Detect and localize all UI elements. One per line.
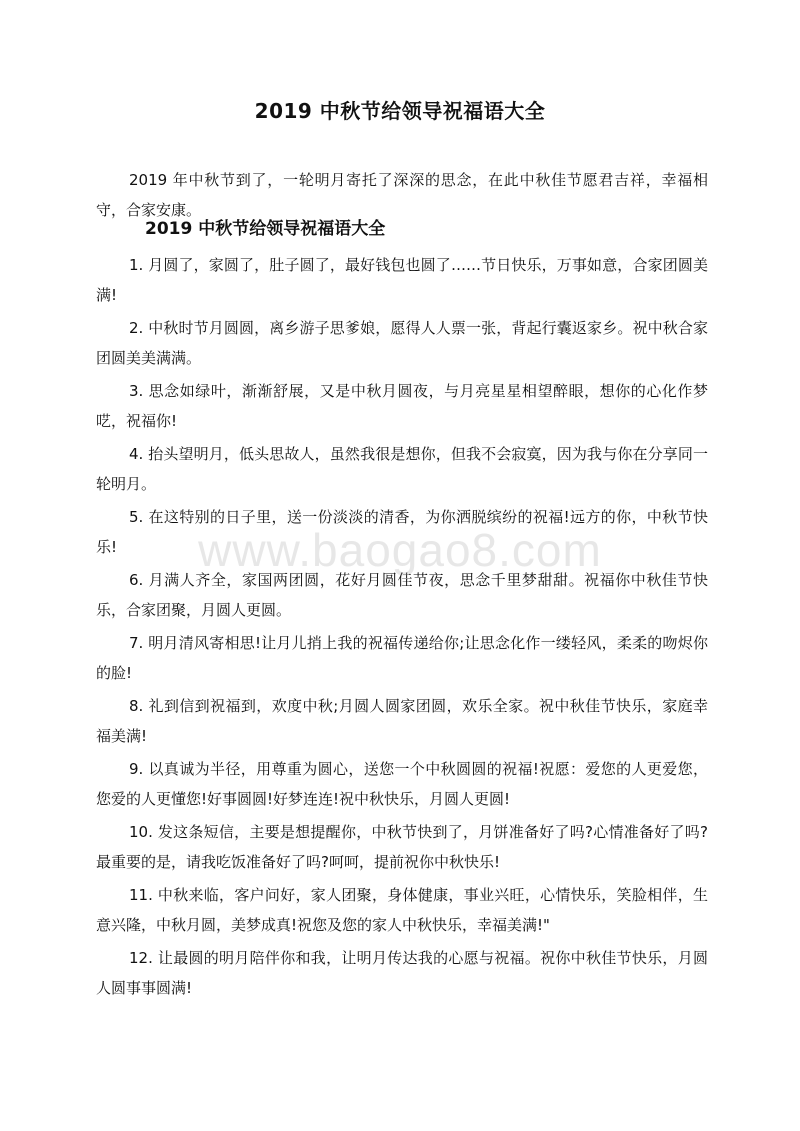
list-item: 11. 中秋来临，客户问好，家人团聚，身体健康，事业兴旺，心情快乐，笑脸相伴，生意兴隆，中秋月圆，美梦成真!祝您及您的家人中秋快乐，幸福美满!"	[96, 886, 708, 934]
intro-paragraph: 2019 年中秋节到了，一轮明月寄托了深深的思念，在此中秋佳节愿君吉祥，幸福相守，合家安康。	[96, 171, 708, 219]
list-item: 8. 礼到信到祝福到，欢度中秋;月圆人圆家团圆，欢乐全家。祝中秋佳节快乐，家庭幸福美满!	[96, 697, 708, 745]
list-item: 4. 抬头望明月，低头思故人，虽然我很是想你，但我不会寂寞，因为我与你在分享同一轮明月。	[96, 445, 708, 493]
list-item: 6. 月满人齐全，家国两团圆，花好月圆佳节夜，思念千里梦甜甜。祝福你中秋佳节快乐，合家团聚，月圆人更圆。	[96, 571, 708, 619]
list-item: 7. 明月清风寄相思!让月儿捎上我的祝福传递给你;让思念化作一缕轻风，柔柔的吻烬你的脸!	[96, 634, 708, 682]
section-heading: 2019 中秋节给领导祝福语大全	[145, 219, 386, 239]
list-item: 10. 发这条短信，主要是想提醒你，中秋节快到了，月饼准备好了吗?心情准备好了吗?最重要的是，请我吃饭准备好了吗?呵呵，提前祝你中秋快乐!	[96, 823, 708, 871]
list-item: 12. 让最圆的明月陪伴你和我，让明月传达我的心愿与祝福。祝你中秋佳节快乐，月圆人圆事事圆满!	[96, 949, 708, 997]
list-item: 2. 中秋时节月圆圆，离乡游子思爹娘，愿得人人票一张，背起行囊返家乡。祝中秋合家团圆美美满满。	[96, 319, 708, 367]
list-item: 3. 思念如绿叶，渐渐舒展，又是中秋月圆夜，与月亮星星相望醉眼，想你的心化作梦呓，祝福你!	[96, 382, 708, 430]
watermark: www.baogao8.com	[198, 524, 602, 576]
list-item: 9. 以真诚为半径，用尊重为圆心，送您一个中秋圆圆的祝福!祝愿：爱您的人更爱您，您爱的人更懂您!好事圆圆!好梦连连!祝中秋快乐，月圆人更圆!	[96, 760, 708, 808]
list-item: 5. 在这特别的日子里，送一份淡淡的清香，为你洒脱缤纷的祝福!远方的你，中秋节快乐!	[96, 508, 708, 556]
list-item: 1. 月圆了，家圆了，肚子圆了，最好钱包也圆了……节日快乐，万事如意，合家团圆美满!	[96, 256, 708, 304]
page-title: 2019 中秋节给领导祝福语大全	[254, 99, 546, 123]
greetings-list	[96, 250, 708, 1006]
